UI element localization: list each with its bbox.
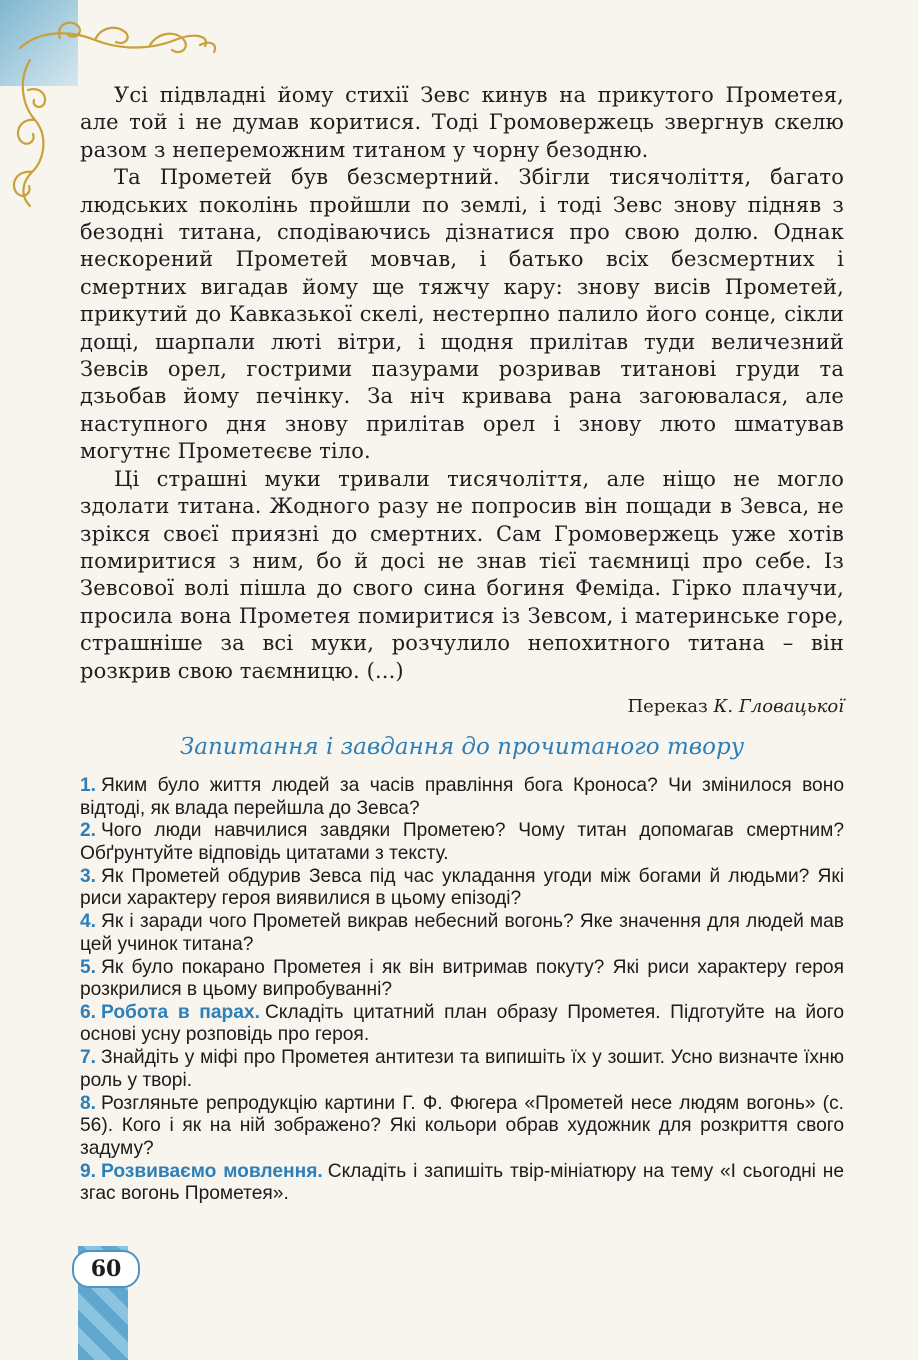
question-text: Яким було життя людей за часів правління бога Кроноса? Чи змінилося воно відтоді, як влада перейшла до Зевса? [80, 775, 844, 819]
question-text: Знайдіть у міфі про Прометея антитези та випишіть їх у зошит. Усно визначте їхню роль у творі. [80, 1047, 844, 1091]
question-item [80, 1002, 844, 1047]
question-text: Як і заради чого Прометей викрав небесний вогонь? Яке значення для людей мав цей учинок титана? [80, 911, 844, 955]
story-text [80, 82, 844, 685]
question-number: 2. [80, 820, 97, 842]
question-item [80, 957, 844, 1002]
question-item [80, 866, 844, 911]
question-task-label: Розвиваємо мовлення. [101, 1160, 323, 1182]
questions-heading: Запитання і завдання до прочитаного твору [179, 734, 745, 760]
question-number: 3. [80, 865, 97, 887]
question-number: 5. [80, 956, 97, 978]
story-paragraph-3: Ці страшні муки тривали тисячоліття, але ніщо не могло здолати титана. Жодного разу не попросив він пощади в Зевса, не зрікся своєї приязні до смертних. Сам Громовержець уже хотів помиритися з ним, бо й досі не знав тієї таємниці про себе. Із Зевсової волі пішла до свого сина богиня Феміда. Гірко плачучи, просила вона Прометея помиритися із Зевсом, і материнське горе, страшніше за всі муки, розчулило непохитного титана – він розкрив свою таємницю. (...) [80, 466, 844, 683]
question-text: Як було покарано Прометея і як він витримав покуту? Які риси характеру героя розкрилися в цьому випробуванні? [80, 956, 844, 1001]
question-text: Чого люди навчилися завдяки Прометею? Чому титан допомагав смертним? Обґрунтуйте відповідь цитатами з тексту. [80, 820, 844, 864]
story-paragraph-2: Та Прометей був безсмертний. Збігли тисячоліття, багато людських поколінь пройшли по землі, і тоді Зевс знову підняв з безодні титана, сподіваючись дізнатися про свою долю. Однак нескорений Прометей мовчав, і батько всіх безсмертних і смертних вигадав йому ще тяжчу кару: знову висів Прометей, прикутий до Кавказької скелі, нестерпно палило його сонце, сікли дощі, шарпали люті вітри, і щодня прилітав туди величезний Зевсів орел, гострими пазурами розривав титанові груди та дзьобав йому печінку. За ніч кривава рана загоювалася, але наступного дня знову прилітав орел і знову люто шматував могутнє Прометеєве тіло. [80, 165, 844, 464]
question-number: 9. [80, 1160, 97, 1182]
question-item [80, 1047, 844, 1092]
question-number: 7. [80, 1047, 97, 1069]
question-item [80, 911, 844, 956]
question-task-label: Робота в парах. [101, 1001, 260, 1023]
question-item [80, 820, 844, 865]
question-item [80, 775, 844, 820]
question-text: Складіть і запишіть твір-мініатюру на тему «І сьогодні не згас вогонь Прометея». [80, 1160, 844, 1205]
page-number: 60 [72, 1250, 140, 1288]
question-number: 8. [80, 1092, 97, 1114]
source-attribution [627, 696, 844, 717]
source-prefix: Переказ [627, 696, 708, 717]
questions-list [80, 775, 844, 1206]
question-text: Розгляньте репродукцію картини Г. Ф. Фюгера «Прометей несе людям вогонь» (с. 56). Кого і як на ній зображено? Які кольори обрав художник для розкриття свого задуму? [80, 1092, 844, 1159]
question-number: 6. [80, 1001, 97, 1023]
question-number: 1. [80, 775, 97, 796]
source-author: К. Гловацької [713, 696, 844, 717]
question-item [80, 1093, 844, 1161]
question-number: 4. [80, 911, 97, 933]
story-paragraph-1: Усі підвладні йому стихії Зевс кинув на прикутого Прометея, але той і не думав коритися. Тоді Громовержець звергнув скелю разом з непереможним титаном у чорну безодню. [80, 83, 844, 162]
question-item [80, 1161, 844, 1206]
question-text: Як Прометей обдурив Зевса під час укладання угоди між богами й людьми? Які риси характеру героя виявилися в цьому епізоді? [80, 865, 844, 910]
question-text: Складіть цитатний план образу Прометея. Підготуйте на його основі усну розповідь про героя. [80, 1001, 844, 1046]
